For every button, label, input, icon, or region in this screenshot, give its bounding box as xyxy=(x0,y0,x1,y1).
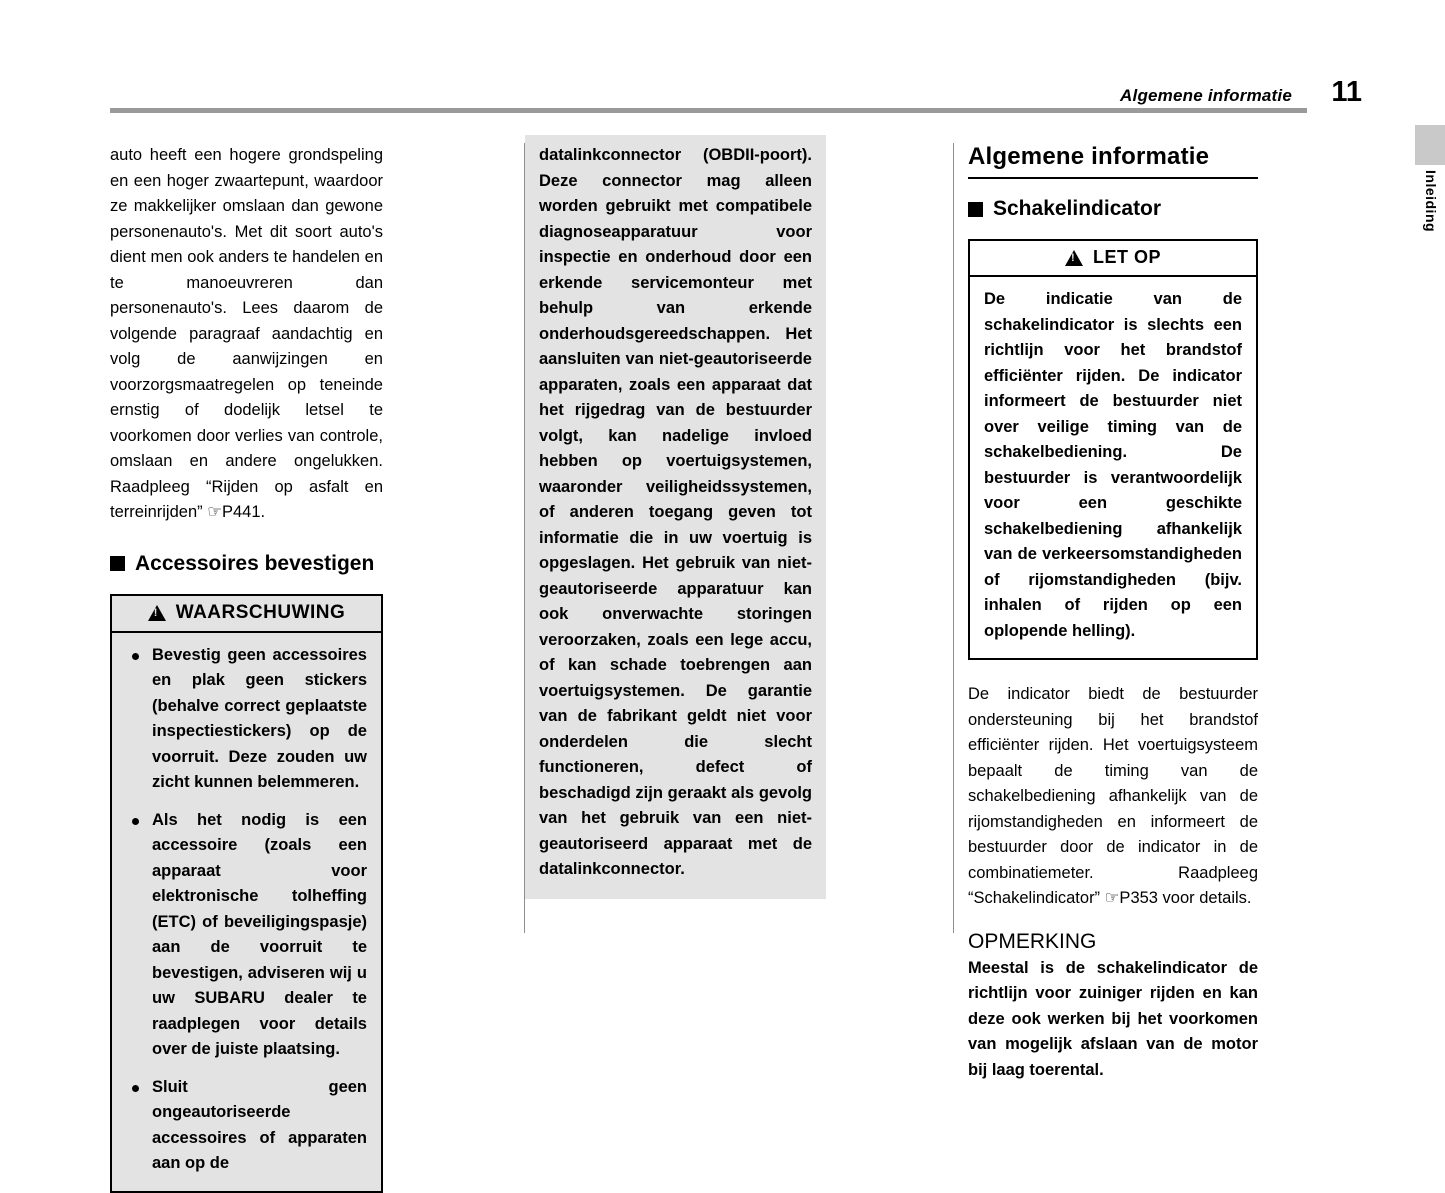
column-divider-2 xyxy=(953,143,954,933)
caution-triangle-icon xyxy=(1065,250,1083,266)
page-header xyxy=(110,76,1370,116)
shift-indicator-heading-label: Schakelindicator xyxy=(993,197,1162,220)
warning-triangle-icon xyxy=(148,605,166,621)
column-three xyxy=(968,143,1258,1083)
caution-box-title: LET OP xyxy=(1092,247,1161,267)
caution-box-body xyxy=(970,277,1256,658)
caution-box-header xyxy=(970,241,1256,277)
warning-bullet-list xyxy=(126,643,367,1177)
warning-box-body xyxy=(112,633,381,1191)
list-item: Bevestig geen accessoires en plak geen stickers (behalve correct geplaatste inspectiestickers) op de voorruit. Deze zouden uw zicht kunnen belemmeren. xyxy=(126,643,367,796)
header-section-title: Algemene informatie xyxy=(1120,86,1292,105)
warning-box-title: WAARSCHUWING xyxy=(175,601,346,623)
col3-paragraph: De indicator biedt de bestuurder ondersteuning bij het brandstof efficiënter rijden. Het voertuigsysteem bepaalt de timing van de schakelbediening afhankelijk van de rijomstandigheden en informeert de bestuurder door de indicator in de combinatiemeter. Raadpleeg “Schakelindicator” ☞P353 voor details. xyxy=(968,685,1258,907)
col2-paragraph: datalinkconnector (OBDII-poort). Deze connector mag alleen worden gebruikt met compatibele diagnoseapparatuur voor inspectie en onderhoud door een erkende servicemonteur met behulp van erkende onderhoudsgereedschappen. Het aansluiten van niet-geautoriseerde apparaten, zoals een apparaat dat het rijgedrag van de bestuurder volgt, kan nadelige invloed hebben op voertuigsystemen, waaronder veiligheidssystemen, of anderen toegang geven tot informatie die in uw voertuig is opgeslagen. Het gebruik van niet-geautoriseerde apparatuur kan ook onverwachte storingen veroorzaken, zoals een lege accu, of kan schade toebrengen aan voertuigsystemen. De garantie van de fabrikant geldt niet voor onderdelen die slecht functioneren, defect of beschadigd zijn geraakt als gevolg van het gebruik van een niet-geautoriseerd apparaat met de datalinkconnector. xyxy=(539,146,812,878)
list-item: Als het nodig is een accessoire (zoals een apparaat voor elektronische tolheffing (ETC) of beveiligingspasje) aan de voorruit te bevestigen, adviseren wij u uw SUBARU dealer te raadplegen voor details over de juiste plaatsing. xyxy=(126,808,367,1063)
page-title: Algemene informatie xyxy=(968,143,1210,170)
caution-box-text: De indicatie van de schakelindicator is slechts een richtlijn voor het brandstof efficiënter rijden. De indicator informeert de bestuurder niet over veilige timing van de schakelbediening. De bestuurder is verantwoordelijk voor een geschikte schakelbediening afhankelijk van de verkeersomstandigheden of rijomstandigheden (bijv. inhalen of rijden op een oplopende helling). xyxy=(984,290,1242,640)
edge-tab-label: Inleiding xyxy=(1423,170,1439,233)
square-bullet-icon xyxy=(110,556,125,571)
column-one xyxy=(110,143,383,1193)
column-two xyxy=(539,143,812,899)
note-text: Meestal is de schakelindicator de richtlijn voor zuiniger rijden en kan deze ook werken bij het voorkomen van mogelijk afslaan van de motor bij laag toerental. xyxy=(968,958,1258,1079)
col1-paragraph: auto heeft een hogere grondspeling en een hoger zwaartepunt, waardoor ze makkelijker omslaan dan gewone personenauto's. Met dit soort auto's dient men ook anders te handelen en te manoeuvreren dan personenauto's. Lees daarom de volgende paragraaf aandachtig en volg de aanwijzingen en voorzorgsmaatregelen op teneinde ernstig of dodelijk letsel te voorkomen door verlies van controle, omslaan en andere ongelukken. Raadpleeg “Rijden op asfalt en terreinrijden” ☞P441. xyxy=(110,146,383,521)
accessories-heading xyxy=(110,552,383,576)
accessories-heading-label: Accessoires bevestigen xyxy=(135,551,375,575)
col2-grey-panel xyxy=(525,135,826,899)
shift-indicator-heading xyxy=(968,197,1258,221)
warning-box xyxy=(110,594,383,1193)
note-heading: OPMERKING xyxy=(968,929,1097,953)
title-underline xyxy=(968,177,1258,179)
square-bullet-icon xyxy=(968,202,983,217)
caution-box xyxy=(968,239,1258,660)
warning-box-header xyxy=(112,596,381,633)
header-divider xyxy=(110,108,1307,113)
page-number: 11 xyxy=(1331,76,1362,108)
edge-tab-marker xyxy=(1415,125,1445,165)
list-item: Sluit geen ongeautoriseerde accessoires of apparaten aan op de xyxy=(126,1075,367,1177)
